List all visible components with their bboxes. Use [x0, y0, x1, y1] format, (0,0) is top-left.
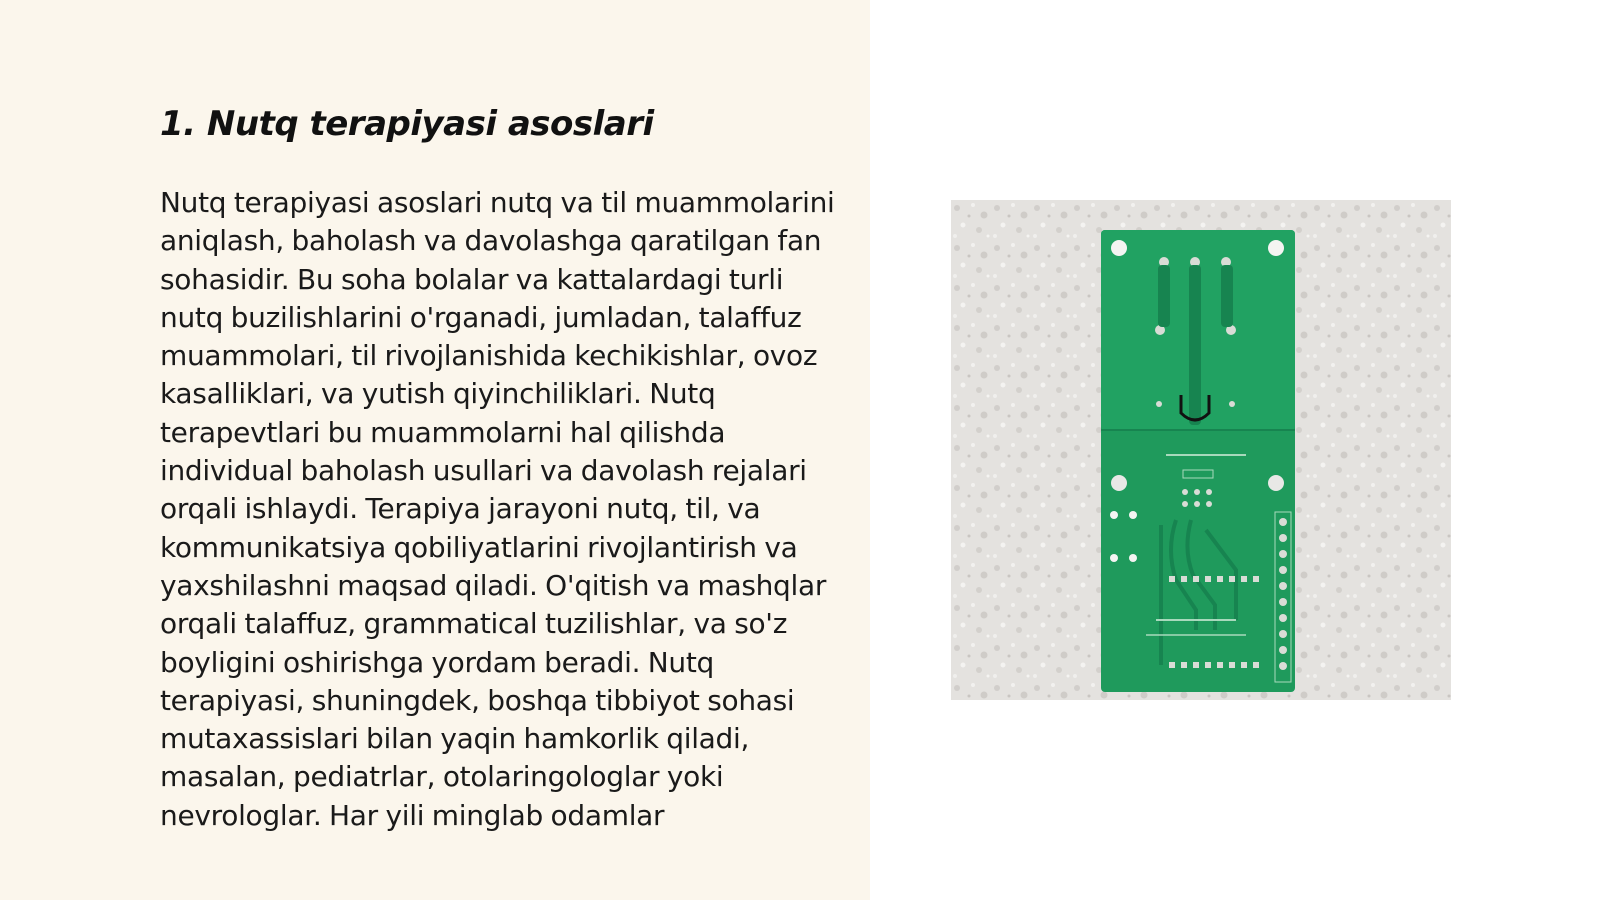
slide-title: 1. Nutq terapiyasi asoslari — [160, 104, 654, 144]
slide-body-text: Nutq terapiyasi asoslari nutq va til muammolarini aniqlash, baholash va davolashga qaratilgan fan sohasidir. Bu soha bolalar va kattalardagi turli nutq buzilishlarini o'rganadi, jumladan, talaffuz muammolari, til rivojlanishida kechikishlar, ovoz kasalliklari, va yutish qiyinchiliklari. Nutq terapevtlari bu muammolarni hal qilishda individual baholash usullari va davolash rejalari orqali ishlaydi. Terapiya jarayoni nutq, til, va kommunikatsiya qobiliyatlarini rivojlantirish va yaxshilashni maqsad qiladi. O'qitish va mashqlar orqali talaffuz, grammatical tuzilishlar, va so'z boyligini oshirishga yordam beradi. Nutq terapiyasi, shuningdek, boshqa tibbiyot sohasi mutaxassislari bilan yaqin hamkorlik qiladi, masalan, pediatrlar, otolaringologlar yoki nevrologlar. Har yili minglab odamlar — [160, 186, 835, 832]
circuit-board-photo — [951, 200, 1451, 700]
circuit-board — [1101, 230, 1295, 692]
